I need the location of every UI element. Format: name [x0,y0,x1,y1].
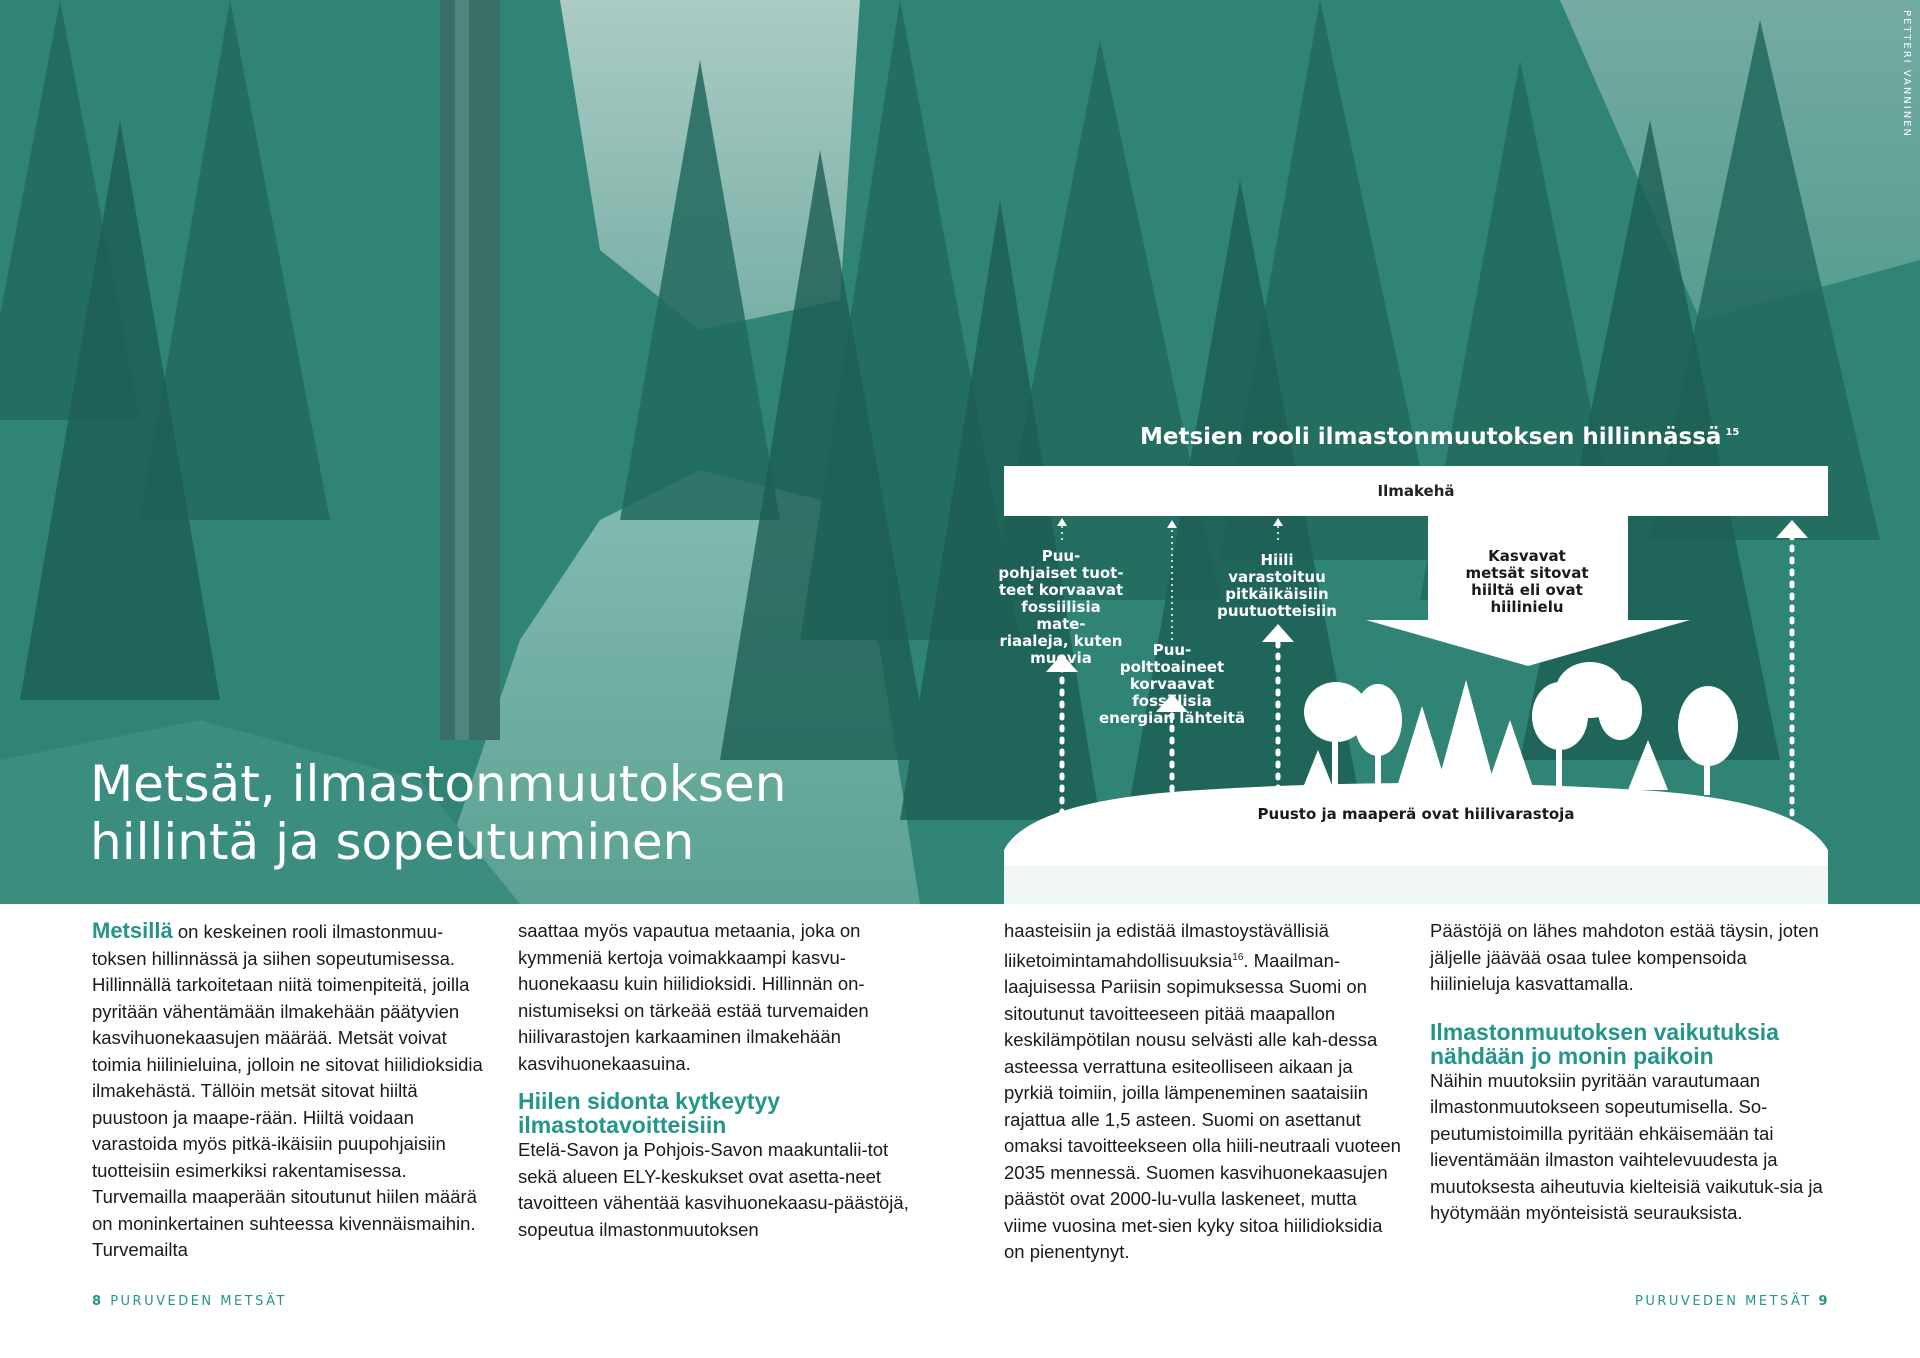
page-title [90,755,786,871]
text-column-4 [1430,918,1830,1227]
diagram-title: Metsien rooli ilmastonmuutoksen hillinnässä $^{15}$ [1140,424,1740,450]
text-column-3 [1004,918,1404,1266]
column-3-paragraph: haasteisiin ja edistää ilmastoystävällisiä liiketoimintamahdollisuuksia$^{16}$. Maailman-laajuisessa Pariisin sopimuksessa Suomi on sitoutunut tavoitteeseen pitää maapallon keskilämpötilan nousu selvästi alle kah-dessa asteessa verrattuna esiteolliseen aikaan ja pyrkiä toimiin, joilla lämpeneminen saataisiin rajattua alle 1,5 asteen. Suomi on asettanut omaksi tavoitteekseen olla hiili-neutraali vuoteen 2035 mennessä. Suomen kasvihuonekaasujen päästöt ovat 2000-lu-vulla laskeneet, mutta viime vuosina met-sien kyky sitoa hiilidioksidia on pienentynyt. [1004,920,1401,1263]
label-wood-products: Puu- pohjaiset tuot- teet korvaavat fossiilisia mate- riaaleja, kuten muovia [998,547,1124,667]
footnote-ref: 16 [1232,951,1244,963]
text-column-2 [518,918,918,1243]
column-1-paragraph: Metsillä on keskeinen rooli ilmastonmuu-toksen hillinnässä ja siihen sopeutumisessa. Hillinnällä tarkoitetaan niitä toimenpiteitä, joilla pyritään vähentämään ilmakehään päätyvien kasvihuonekaasujen määrää. Metsät voivat toimia hiilinieluina, jolloin ne sitovat hiilidioksidia ilmakehästä. Tällöin metsät sitovat hiiltä puustoon ja maape-rään. Hiiltä voidaan varastoida myös pitkä-ikäisiin puupohjaisiin tuotteisiin esimerkiksi rakentamisessa. Turvemailla maaperään sitoutunut hiilen määrä on moninkertainen suhteessa kivennäismaihin. Turvemailta [92,918,483,1260]
footer-right [1635,1294,1830,1309]
footer-left [92,1294,287,1309]
label-carbon-storage: Hiili varastoituu pitkäikäisiin puutuotteisiin [1217,551,1337,620]
column-2-paragraph-2: Etelä-Savon ja Pohjois-Savon maakuntalii-tot sekä alueen ELY-keskukset ovat asetta-neet tavoitteen vähentää kasvihuonekaasu-päästöjä, sopeutua ilmastonmuutoksen [518,1139,909,1240]
photo-credit: PETTERI VANNINEN [1901,10,1912,139]
ground-label: Puusto ja maaperä ovat hiilivarastoja [1257,805,1575,823]
column-4-paragraph: Päästöjä on lähes mahdoton estää täysin, joten jäljelle jäävää osaa tulee kompensoida hiilinieluja kasvattamalla. [1430,920,1819,994]
page-number-right: 9 [1818,1294,1830,1309]
title-line-1: Metsät, ilmastonmuutoksen [90,755,787,813]
label-carbon-sink: Kasvavat metsät sitovat hiiltä eli ovat hiilinielu [1465,547,1589,616]
column-4-paragraph-2: Näihin muutoksiin pyritään varautumaan ilmastonmuutokseen sopeutumisella. So-peutumistoimilla pyritään ehkäisemään tai lieventämään ilmaston vaihtelevuudesta ja muutoksesta aiheutuvia kielteisiä vaikutuk-sia ja hyötymään myönteisistä seurauksista. [1430,1069,1823,1223]
text-column-1 [92,918,492,1264]
section-heading-impacts: Ilmastonmuutoksen vaikutuksia nähdään jo monin paikoin [1430,1018,1779,1069]
diagram-title-ref: 15 [1725,427,1740,439]
atmosphere-label: Ilmakehä [1377,482,1455,500]
tree-silhouettes [1302,662,1738,795]
publication-title-left: PURUVEDEN METSÄT [110,1294,287,1309]
title-line-2: hillintä ja sopeutuminen [90,813,695,871]
section-heading-carbon: Hiilen sidonta kytkeytyy ilmastotavoitteisiin [518,1088,781,1138]
lead-word: Metsillä [92,918,173,943]
page-number-left: 8 [92,1294,104,1309]
tree-trunk [440,0,500,740]
publication-title-right: PURUVEDEN METSÄT [1635,1294,1812,1309]
column-2-paragraph: saattaa myös vapautua metaania, joka on kymmeniä kertoja voimakkaampi kasvu-huonekaasu kuin hiilidioksidi. Hillinnän on-nistumiseksi on tärkeää estää turvemaiden hiilivarastojen karkaaminen ilmakehään kasvihuonekaasuina. [518,920,869,1074]
label-wood-fuels: Puu- polttoaineet korvaavat fossiilisia energian lähteitä [1098,641,1246,727]
